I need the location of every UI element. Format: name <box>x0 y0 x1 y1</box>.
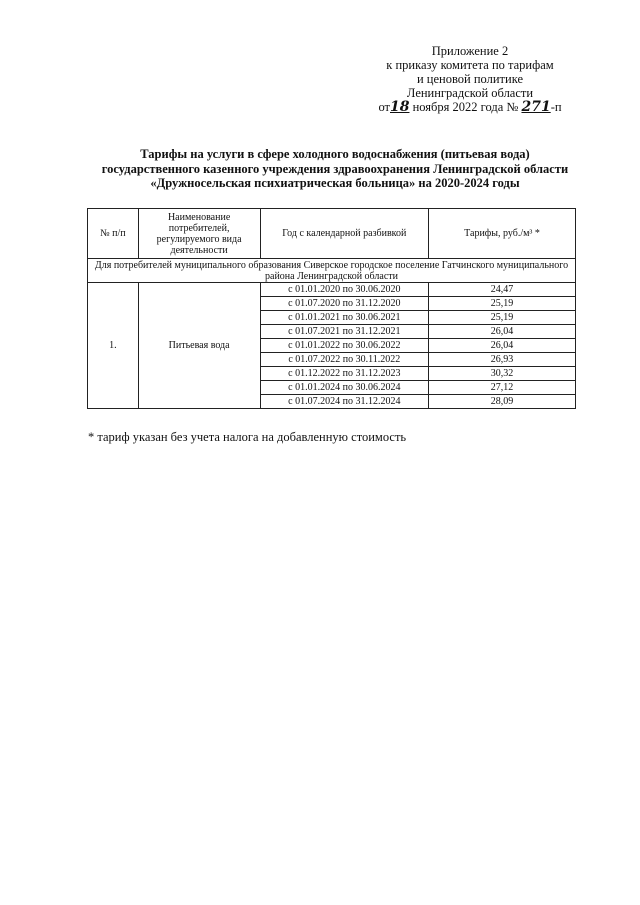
order-day: 18 <box>390 99 410 115</box>
order-month-year: ноября 2022 года № <box>412 100 519 114</box>
table-row <box>88 283 576 297</box>
header-name: Наименование потребителей, регулируемого вида деятельности <box>138 209 260 259</box>
appendix-line-2: к приказу комитета по тарифам <box>386 58 554 72</box>
footnote: * тариф указан без учета налога на добавленную стоимость <box>88 430 407 444</box>
period-cell: с 01.01.2024 по 30.06.2024 <box>260 381 429 395</box>
table-header-row <box>88 209 576 259</box>
period-cell: с 01.01.2022 по 30.06.2022 <box>260 339 429 353</box>
row-number: 1. <box>88 283 139 409</box>
tariff-cell: 26,04 <box>429 325 576 339</box>
header-num: № п/п <box>88 209 139 259</box>
tariff-cell: 27,12 <box>429 381 576 395</box>
appendix-line-3: и ценовой политике <box>416 72 524 86</box>
header-period: Год с календарной разбивкой <box>260 209 429 259</box>
tariff-cell: 24,47 <box>429 283 576 297</box>
appendix-line-1: Приложение 2 <box>431 44 509 58</box>
order-reference <box>360 100 580 114</box>
tariff-cell: 25,19 <box>429 297 576 311</box>
period-cell: с 01.01.2020 по 30.06.2020 <box>260 283 429 297</box>
order-suffix: -п <box>550 100 562 114</box>
period-cell: с 01.07.2024 по 31.12.2024 <box>260 395 429 409</box>
tariff-cell: 30,32 <box>429 367 576 381</box>
group-row <box>88 259 576 283</box>
document-title: Тарифы на услуги в сфере холодного водоснабжения (питьевая вода) государственного казенного учреждения здравоохранения Ленинградской области «Дружносельская психиатрическая больница» на 2020-2024 годы <box>101 147 569 190</box>
period-cell: с 01.12.2022 по 31.12.2023 <box>260 367 429 381</box>
tariff-table <box>87 208 576 409</box>
appendix-line-4: Ленинградской области <box>406 86 534 100</box>
service-name: Питьевая вода <box>138 283 260 409</box>
order-number: 271 <box>521 99 551 115</box>
header-tariff: Тарифы, руб./м³ * <box>429 209 576 259</box>
period-cell: с 01.07.2022 по 30.11.2022 <box>260 353 429 367</box>
tariff-cell: 26,04 <box>429 339 576 353</box>
appendix-header <box>360 44 580 114</box>
period-cell: с 01.07.2021 по 31.12.2021 <box>260 325 429 339</box>
tariff-cell: 26,93 <box>429 353 576 367</box>
group-label: Для потребителей муниципального образования Сиверское городское поселение Гатчинского муниципального района Ленинградской области <box>88 259 576 283</box>
tariff-cell: 28,09 <box>429 395 576 409</box>
period-cell: с 01.01.2021 по 30.06.2021 <box>260 311 429 325</box>
order-prefix: от <box>378 100 390 114</box>
tariff-cell: 25,19 <box>429 311 576 325</box>
period-cell: с 01.07.2020 по 31.12.2020 <box>260 297 429 311</box>
